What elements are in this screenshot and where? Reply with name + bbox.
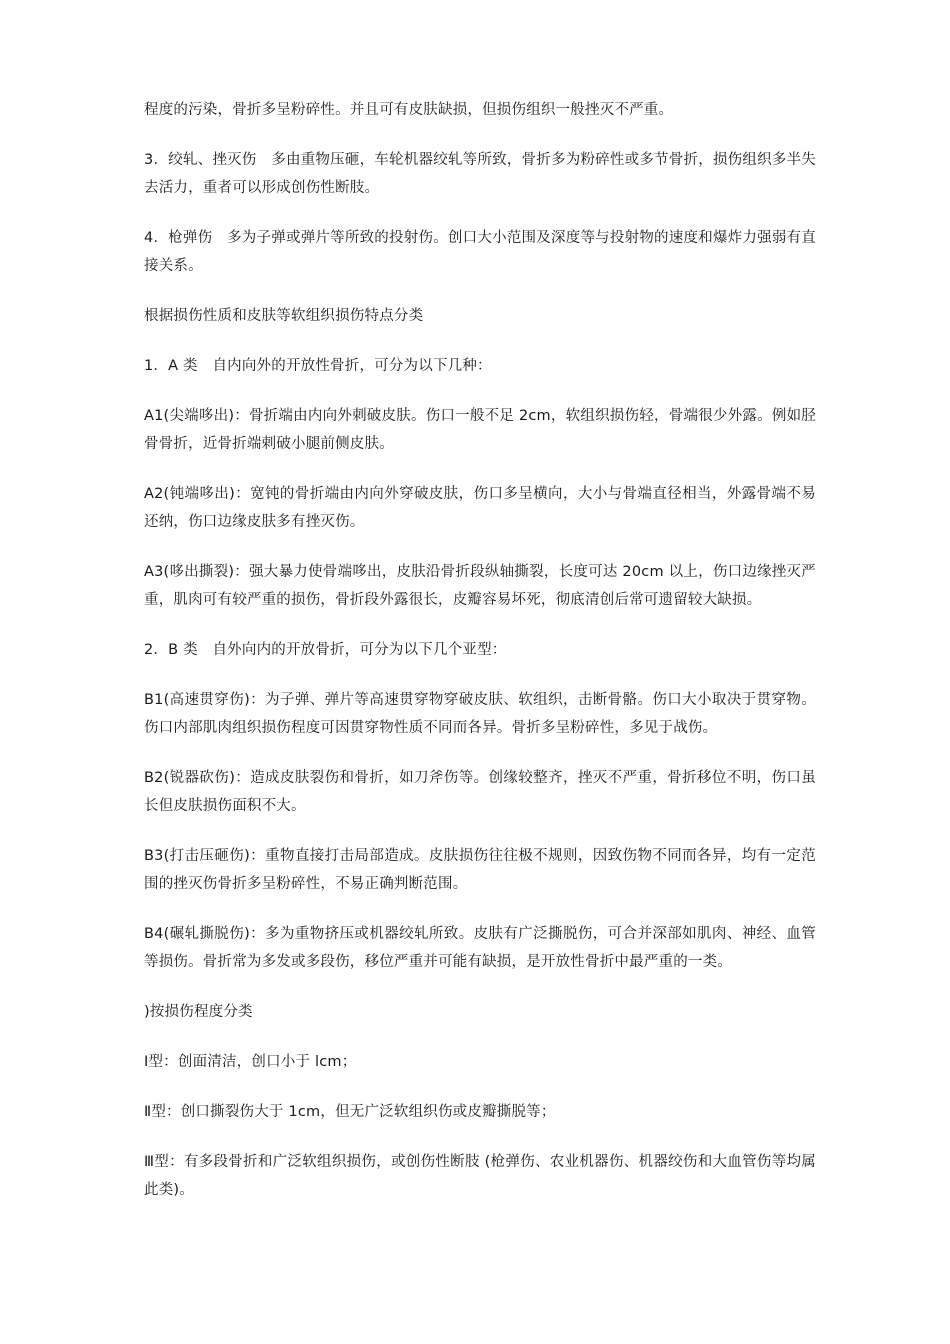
section-heading-classification: 根据损伤性质和皮肤等软组织损伤特点分类 (144, 308, 424, 324)
paragraph-type-2: Ⅱ型：创口撕裂伤大于 1cm，但无广泛软组织伤或皮瓣撕脱等； (144, 1104, 556, 1120)
paragraph-a2: A2(钝端哆出)：宽钝的骨折端由内向外穿破皮肤，伤口多呈横向，大小与骨端直径相当，外露骨端不易还纳，伤口边缘皮肤多有挫灭伤。 (144, 486, 816, 530)
paragraph-b4: B4(碾轧撕脱伤)：多为重物挤压或机器绞轧所致。皮肤有广泛撕脱伤，可合并深部如肌肉、神经、血管等损伤。骨折常为多发或多段伤，移位严重并可能有缺损，是开放性骨折中最严重的一类。 (144, 926, 816, 970)
paragraph-type-1: Ⅰ型：创面清洁，创口小于 lcm； (144, 1054, 357, 1070)
paragraph-a1: A1(尖端哆出)：骨折端由内向外刺破皮肤。伤口一般不足 2cm，软组织损伤轻，骨端很少外露。例如胫骨骨折，近骨折端剌破小腿前侧皮肤。 (144, 408, 816, 452)
paragraph-crush-injury: 3．绞轧、挫灭伤 多由重物压砸，车轮机器绞轧等所致，骨折多为粉碎性或多节骨折，损伤组织多半失去活力，重者可以形成创伤性断肢。 (144, 152, 816, 196)
paragraph-b2: B2(锐器砍伤)：造成皮肤裂伤和骨折，如刀斧伤等。创缘较整齐，挫灭不严重，骨折移位不明，伤口虽长但皮肤损伤面积不大。 (144, 770, 816, 814)
paragraph-b1: B1(高速贯穿伤)：为子弹、弹片等高速贯穿物穿破皮肤、软组织，击断骨骼。伤口大小取决于贯穿物。伤口内部肌肉组织损伤程度可因贯穿物性质不同而各异。骨折多呈粉碎性，多见于战伤。 (144, 692, 816, 736)
paragraph-type-3: Ⅲ型：有多段骨折和广泛软组织损伤，或创伤性断肢 (枪弹伤、农业机器伤、机器绞伤和大血管伤等均属此类)。 (144, 1154, 816, 1198)
paragraph-contamination: 程度的污染，骨折多呈粉碎性。并且可有皮肤缺损，但损伤组织一般挫灭不严重。 (144, 102, 674, 118)
document-body (144, 96, 816, 1226)
paragraph-gunshot-injury: 4．枪弹伤 多为子弹或弹片等所致的投射伤。创口大小范围及深度等与投射物的速度和爆炸力强弱有直接关系。 (144, 230, 816, 274)
paragraph-type-b: 2．B 类 自外向内的开放骨折，可分为以下几个亚型： (144, 642, 507, 658)
section-heading-severity: )按损伤程度分类 (144, 1004, 253, 1020)
paragraph-b3: B3(打击压砸伤)：重物直接打击局部造成。皮肤损伤往往极不规则，因致伤物不同而各异，均有一定范围的挫灭伤骨折多呈粉碎性，不易正确判断范围。 (144, 848, 816, 892)
paragraph-a3: A3(哆出撕裂)：强大暴力使骨端哆出，皮肤沿骨折段纵轴撕裂，长度可达 20cm 以上，伤口边缘挫灭严重，肌肉可有较严重的损伤，骨折段外露很长，皮瓣容易坏死，彻底清创后常可遗留较大缺损。 (144, 564, 816, 608)
paragraph-type-a: 1．A 类 自内向外的开放性骨折，可分为以下几种： (144, 358, 492, 374)
